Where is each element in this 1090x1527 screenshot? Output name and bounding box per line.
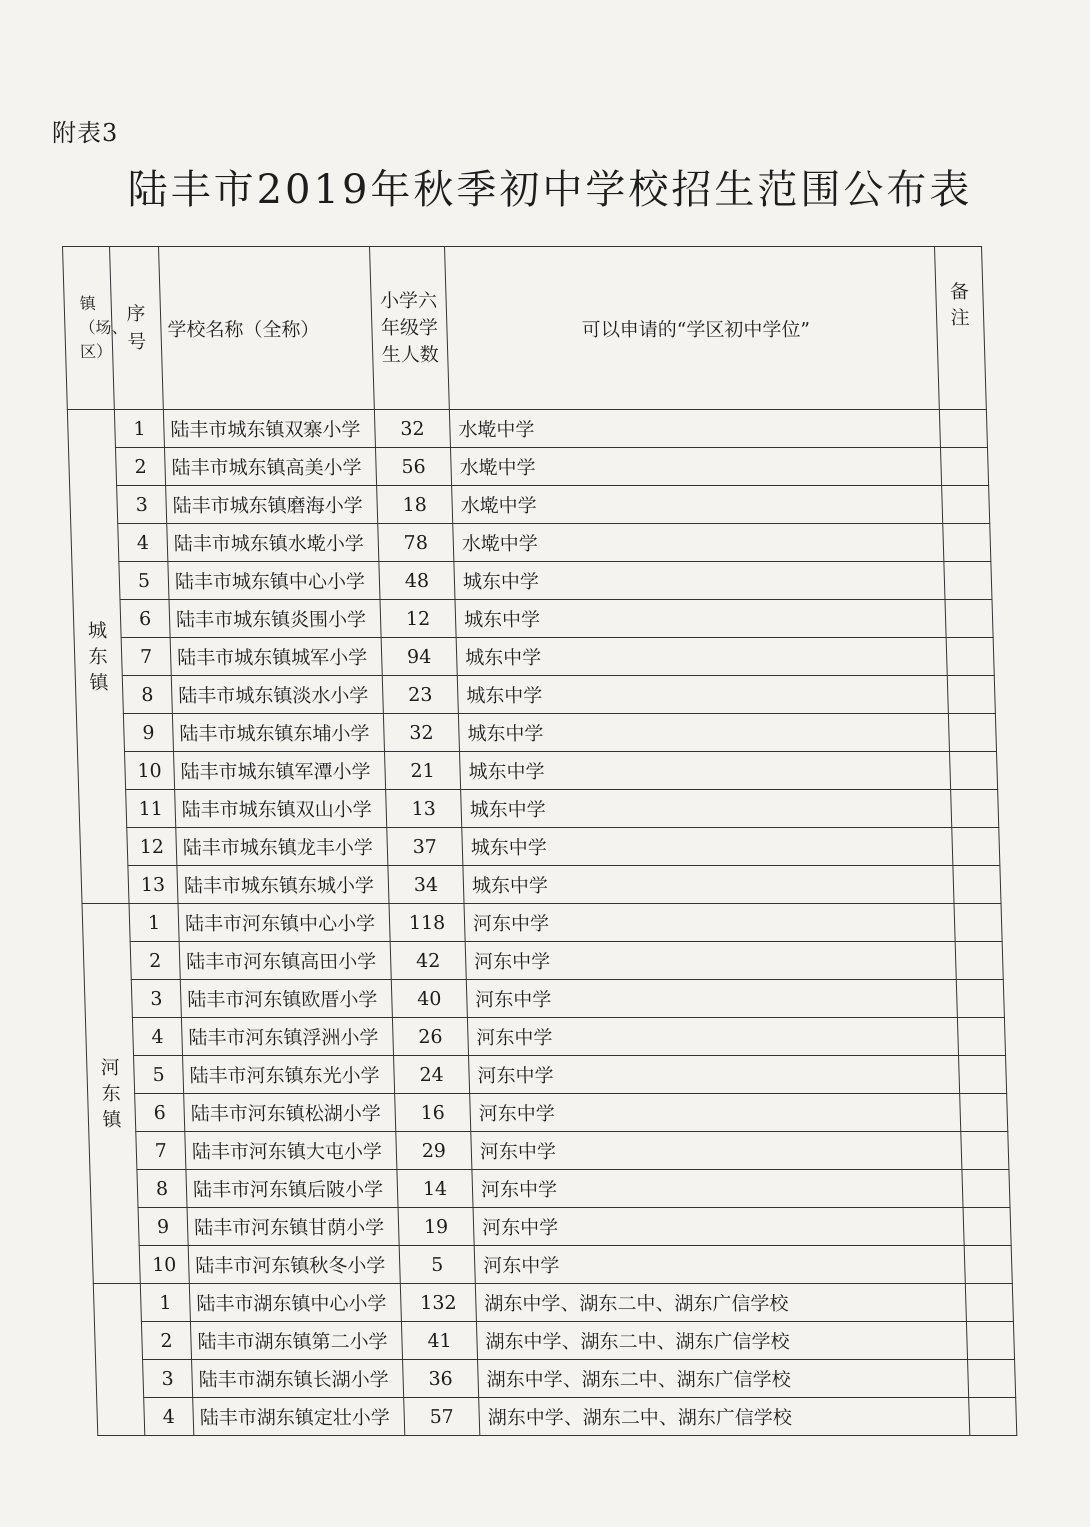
student-count: 48 bbox=[379, 562, 455, 600]
school-name: 陆丰市城东镇东埔小学 bbox=[172, 714, 384, 752]
school-name: 陆丰市河东镇甘荫小学 bbox=[187, 1208, 399, 1246]
student-count: 14 bbox=[397, 1170, 473, 1208]
school-district: 城东中学 bbox=[461, 790, 952, 828]
school-district: 河东中学 bbox=[464, 904, 955, 942]
school-name: 陆丰市湖东镇第二小学 bbox=[190, 1322, 402, 1360]
school-district: 城东中学 bbox=[457, 676, 948, 714]
student-count: 132 bbox=[400, 1284, 476, 1322]
table-row bbox=[68, 448, 988, 486]
school-name: 陆丰市河东镇后陂小学 bbox=[186, 1170, 398, 1208]
note-cell bbox=[957, 1018, 1005, 1056]
student-count: 18 bbox=[377, 486, 453, 524]
table-row bbox=[82, 904, 1002, 942]
school-name: 陆丰市河东镇中心小学 bbox=[178, 904, 390, 942]
school-name: 陆丰市城东镇中心小学 bbox=[168, 562, 380, 600]
student-count: 57 bbox=[404, 1398, 480, 1436]
table-row bbox=[88, 1094, 1008, 1132]
note-cell bbox=[945, 600, 993, 638]
row-no: 9 bbox=[123, 714, 173, 752]
school-name: 陆丰市城东镇龙丰小学 bbox=[176, 828, 388, 866]
town-cell: 河东镇 bbox=[82, 904, 140, 1284]
note-cell bbox=[960, 1094, 1008, 1132]
row-no: 1 bbox=[140, 1284, 190, 1322]
student-count: 56 bbox=[375, 448, 451, 486]
table-row bbox=[79, 790, 999, 828]
school-district: 河东中学 bbox=[469, 1056, 960, 1094]
table-row bbox=[78, 752, 998, 790]
note-cell bbox=[951, 790, 999, 828]
row-no: 9 bbox=[138, 1208, 188, 1246]
school-name: 陆丰市湖东镇长湖小学 bbox=[192, 1360, 404, 1398]
school-district: 水墘中学 bbox=[453, 524, 944, 562]
school-name: 陆丰市城东镇高美小学 bbox=[164, 448, 376, 486]
row-no: 3 bbox=[131, 980, 181, 1018]
row-no: 6 bbox=[135, 1094, 185, 1132]
student-count: 94 bbox=[381, 638, 457, 676]
row-no: 4 bbox=[144, 1398, 194, 1436]
note-cell bbox=[955, 942, 1003, 980]
school-district: 河东中学 bbox=[472, 1170, 963, 1208]
school-name: 陆丰市城东镇淡水小学 bbox=[171, 676, 383, 714]
school-district: 河东中学 bbox=[466, 980, 957, 1018]
table-row bbox=[83, 942, 1003, 980]
row-no: 13 bbox=[128, 866, 178, 904]
school-name: 陆丰市城东镇水墘小学 bbox=[167, 524, 379, 562]
note-cell bbox=[962, 1170, 1010, 1208]
table-row bbox=[92, 1246, 1012, 1284]
row-no: 1 bbox=[114, 410, 164, 448]
student-count: 21 bbox=[385, 752, 461, 790]
student-count: 37 bbox=[387, 828, 463, 866]
school-district: 河东中学 bbox=[467, 1018, 958, 1056]
row-no: 1 bbox=[129, 904, 179, 942]
school-district: 城东中学 bbox=[455, 600, 946, 638]
note-cell bbox=[946, 638, 994, 676]
table-row bbox=[70, 486, 990, 524]
note-cell bbox=[961, 1132, 1009, 1170]
table-row bbox=[81, 866, 1001, 904]
note-cell bbox=[966, 1322, 1014, 1360]
student-count: 36 bbox=[403, 1360, 479, 1398]
student-count: 23 bbox=[382, 676, 458, 714]
student-count: 32 bbox=[383, 714, 459, 752]
student-count: 29 bbox=[396, 1132, 472, 1170]
student-count: 26 bbox=[392, 1018, 468, 1056]
school-district: 城东中学 bbox=[454, 562, 945, 600]
header-area: 可以申请的“学区初中学位” bbox=[445, 247, 940, 410]
row-no: 2 bbox=[115, 448, 165, 486]
row-no: 8 bbox=[122, 676, 172, 714]
school-name: 陆丰市湖东镇定壮小学 bbox=[193, 1398, 405, 1436]
note-cell bbox=[968, 1360, 1016, 1398]
row-no: 2 bbox=[141, 1322, 191, 1360]
school-district: 城东中学 bbox=[456, 638, 947, 676]
note-cell bbox=[954, 904, 1002, 942]
student-count: 5 bbox=[399, 1246, 475, 1284]
table-row bbox=[90, 1170, 1010, 1208]
school-name: 陆丰市河东镇高田小学 bbox=[179, 942, 391, 980]
row-no: 5 bbox=[119, 562, 169, 600]
note-cell bbox=[959, 1056, 1007, 1094]
town-cell: 城东镇 bbox=[67, 410, 129, 904]
table-row bbox=[85, 1018, 1005, 1056]
school-name: 陆丰市城东镇军潭小学 bbox=[174, 752, 386, 790]
school-district: 城东中学 bbox=[462, 828, 953, 866]
school-district: 水墘中学 bbox=[452, 486, 943, 524]
row-no: 3 bbox=[117, 486, 167, 524]
school-district: 城东中学 bbox=[463, 866, 954, 904]
student-count: 40 bbox=[391, 980, 467, 1018]
note-cell bbox=[965, 1284, 1013, 1322]
school-name: 陆丰市河东镇东光小学 bbox=[183, 1056, 395, 1094]
table-row bbox=[73, 600, 993, 638]
row-no: 6 bbox=[120, 600, 170, 638]
table-row bbox=[96, 1360, 1016, 1398]
school-district: 湖东中学、湖东二中、湖东广信学校 bbox=[479, 1398, 970, 1436]
school-name: 陆丰市河东镇欧厝小学 bbox=[180, 980, 392, 1018]
enrollment-table-wrapper bbox=[62, 246, 1017, 1436]
table-row bbox=[94, 1322, 1014, 1360]
table-row bbox=[76, 714, 996, 752]
school-district: 河东中学 bbox=[474, 1246, 965, 1284]
page-title: 陆丰市2019年秋季初中学校招生范围公布表 bbox=[127, 167, 973, 213]
school-name: 陆丰市城东镇双寨小学 bbox=[163, 410, 375, 448]
row-no: 3 bbox=[143, 1360, 193, 1398]
student-count: 78 bbox=[378, 524, 454, 562]
school-name: 陆丰市河东镇松湖小学 bbox=[184, 1094, 396, 1132]
student-count: 32 bbox=[374, 410, 450, 448]
row-no: 10 bbox=[125, 752, 175, 790]
table-row bbox=[74, 638, 994, 676]
row-no: 7 bbox=[121, 638, 171, 676]
note-cell bbox=[940, 448, 988, 486]
header-no: 序号 bbox=[110, 247, 164, 410]
appendix-label: 附表3 bbox=[52, 119, 119, 147]
school-district: 城东中学 bbox=[458, 714, 949, 752]
student-count: 13 bbox=[386, 790, 462, 828]
row-no: 7 bbox=[136, 1132, 186, 1170]
table-body bbox=[67, 410, 1016, 1436]
note-cell bbox=[942, 486, 990, 524]
header-note: 备注 bbox=[935, 247, 987, 410]
school-district: 河东中学 bbox=[470, 1094, 961, 1132]
row-no: 8 bbox=[137, 1170, 187, 1208]
row-no: 4 bbox=[132, 1018, 182, 1056]
table-row bbox=[97, 1398, 1017, 1436]
table-row bbox=[89, 1132, 1009, 1170]
school-district: 水墘中学 bbox=[450, 448, 941, 486]
row-no: 2 bbox=[130, 942, 180, 980]
table-row bbox=[72, 562, 992, 600]
table-row bbox=[91, 1208, 1011, 1246]
row-no: 11 bbox=[126, 790, 176, 828]
student-count: 12 bbox=[380, 600, 456, 638]
school-district: 湖东中学、湖东二中、湖东广信学校 bbox=[475, 1284, 966, 1322]
table-header-row bbox=[63, 247, 987, 410]
school-name: 陆丰市城东镇双山小学 bbox=[175, 790, 387, 828]
enrollment-table bbox=[62, 246, 1017, 1436]
table-row bbox=[87, 1056, 1007, 1094]
school-name: 陆丰市河东镇大屯小学 bbox=[185, 1132, 397, 1170]
school-name: 陆丰市城东镇城军小学 bbox=[170, 638, 382, 676]
table-row bbox=[67, 410, 987, 448]
school-district: 河东中学 bbox=[471, 1132, 962, 1170]
table-row bbox=[93, 1284, 1013, 1322]
student-count: 41 bbox=[401, 1322, 477, 1360]
header-name: 学校名称（全称） bbox=[159, 247, 375, 410]
note-cell bbox=[964, 1246, 1012, 1284]
school-name: 陆丰市河东镇浮洲小学 bbox=[181, 1018, 393, 1056]
note-cell bbox=[944, 562, 992, 600]
row-no: 4 bbox=[118, 524, 168, 562]
row-no: 10 bbox=[139, 1246, 189, 1284]
school-district: 河东中学 bbox=[465, 942, 956, 980]
table-row bbox=[84, 980, 1004, 1018]
note-cell bbox=[963, 1208, 1011, 1246]
student-count: 24 bbox=[394, 1056, 470, 1094]
note-cell bbox=[947, 676, 995, 714]
table-row bbox=[80, 828, 1000, 866]
student-count: 42 bbox=[390, 942, 466, 980]
note-cell bbox=[956, 980, 1004, 1018]
school-name: 陆丰市城东镇东城小学 bbox=[177, 866, 389, 904]
note-cell bbox=[950, 752, 998, 790]
town-cell bbox=[93, 1284, 145, 1436]
school-name: 陆丰市城东镇炎围小学 bbox=[169, 600, 381, 638]
student-count: 34 bbox=[388, 866, 464, 904]
school-district: 城东中学 bbox=[460, 752, 951, 790]
note-cell bbox=[952, 828, 1000, 866]
student-count: 16 bbox=[395, 1094, 471, 1132]
note-cell bbox=[948, 714, 996, 752]
note-cell bbox=[953, 866, 1001, 904]
school-district: 水墘中学 bbox=[449, 410, 940, 448]
row-no: 12 bbox=[127, 828, 177, 866]
note-cell bbox=[969, 1398, 1017, 1436]
school-district: 湖东中学、湖东二中、湖东广信学校 bbox=[476, 1322, 967, 1360]
school-district: 湖东中学、湖东二中、湖东广信学校 bbox=[478, 1360, 969, 1398]
table-row bbox=[71, 524, 991, 562]
school-district: 河东中学 bbox=[473, 1208, 964, 1246]
student-count: 118 bbox=[389, 904, 465, 942]
row-no: 5 bbox=[134, 1056, 184, 1094]
header-town: 镇（场、区） bbox=[63, 247, 115, 410]
school-name: 陆丰市河东镇秋冬小学 bbox=[188, 1246, 400, 1284]
school-name: 陆丰市城东镇磨海小学 bbox=[166, 486, 378, 524]
school-name: 陆丰市湖东镇中心小学 bbox=[189, 1284, 401, 1322]
student-count: 19 bbox=[398, 1208, 474, 1246]
table-row bbox=[75, 676, 995, 714]
note-cell bbox=[943, 524, 991, 562]
note-cell bbox=[939, 410, 987, 448]
header-count: 小学六年级学生人数 bbox=[370, 247, 450, 410]
